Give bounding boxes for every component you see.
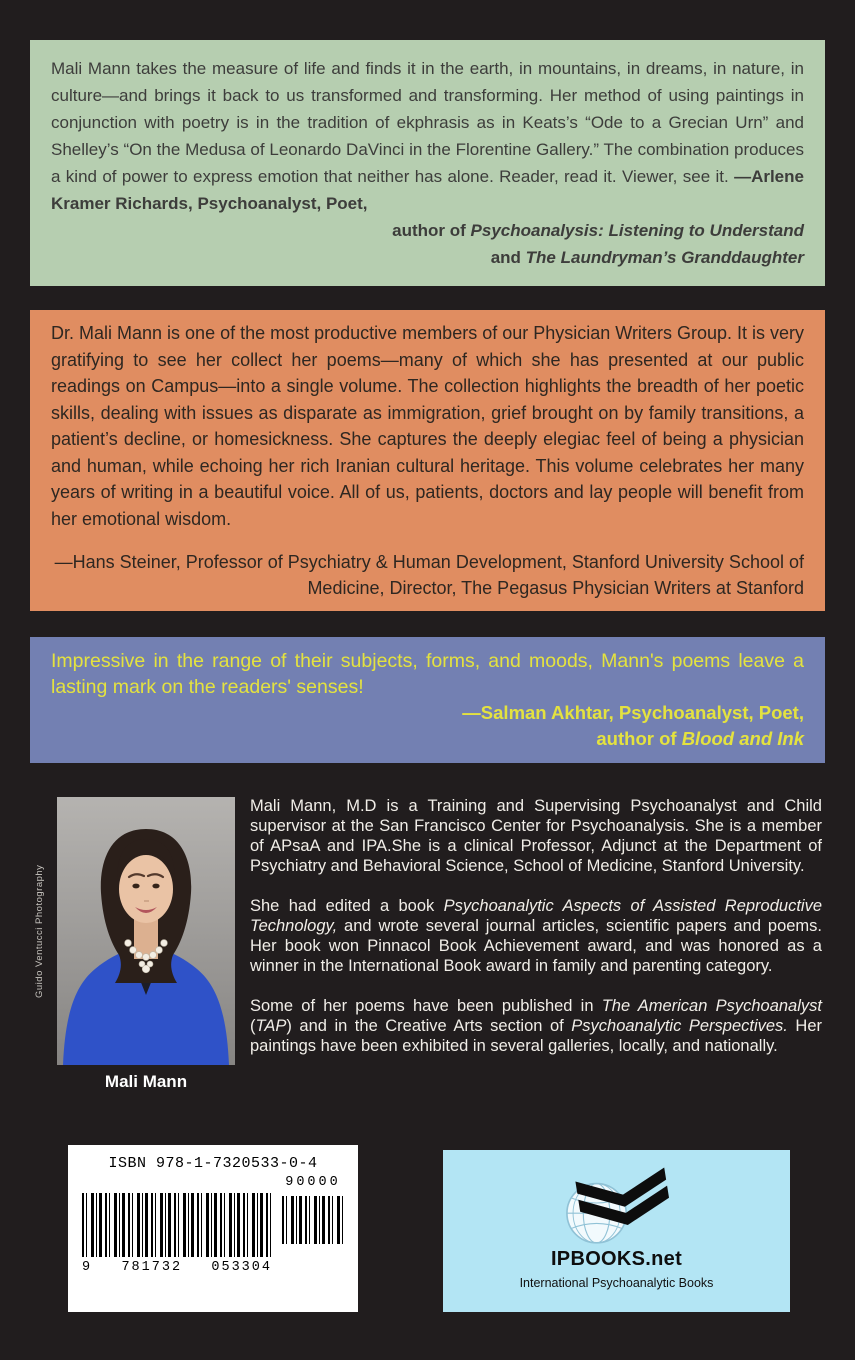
publisher-block bbox=[443, 1150, 790, 1312]
barcode-bars bbox=[82, 1193, 272, 1257]
endorsement-blue-credits bbox=[51, 700, 804, 752]
bio-text: She had edited a book bbox=[250, 897, 444, 915]
bio-text: Her paintings have been exhibited in several galleries, locally, and nationally. bbox=[250, 1017, 822, 1055]
endorsement-green-text: Mali Mann takes the measure of life and finds it in the earth, in mountains, in dreams, in nature, in culture—and brings it back to us transformed and transforming. Her method of using paintings in conjunction with poetry is in the tradition of ekphrasis as in Keats’s “Ode to a Grecian Urn” and Shelley’s “On the Medusa of Leonardo DaVinci in the Florentine Gallery.” The combination produces a kind of power to express emotion that neither has alone. Reader, read it. Viewer, see it. bbox=[51, 59, 804, 186]
endorsement-blue-attribution: —Salman Akhtar, Psychoanalyst, Poet, bbox=[462, 702, 804, 723]
photo-credit: Guido Ventucci Photography bbox=[34, 864, 45, 998]
bio-text: and wrote several journal articles, scientific papers and poems. Her book won Pinnacol Book Achievement award, and was honored as a winner in the International Book award in family and parenting category. bbox=[250, 917, 822, 975]
publisher-logo bbox=[541, 1156, 693, 1250]
publisher-name: IPBOOKS.net bbox=[550, 1248, 683, 1270]
publication-title: Psychoanalytic Perspectives. bbox=[571, 1017, 788, 1035]
endorsement-orange bbox=[30, 310, 825, 611]
author-name: Mali Mann bbox=[104, 1072, 188, 1091]
bio-text: Some of her poems have been published in bbox=[250, 997, 602, 1015]
isbn-barcode-block bbox=[68, 1145, 358, 1312]
bio-text: ) and in the Creative Arts section of bbox=[286, 1017, 572, 1035]
book-title: Psychoanalysis: Listening to Understand bbox=[470, 221, 804, 240]
author-photo bbox=[57, 797, 235, 1065]
book-title: Blood and Ink bbox=[681, 728, 804, 749]
bio-text: ( bbox=[250, 1017, 256, 1035]
barcode-digit-lead: 9 bbox=[82, 1260, 93, 1275]
bio-paragraph: Mali Mann, M.D is a Training and Supervising Psychoanalyst and Child supervisor at the San Francisco Center for Psychoanalysis. She is a member of APsaA and IPA.She is a clinical Professor, Adjunct at the Department of Psychiatry and Behavioral Science, School of Medicine, Stanford University. bbox=[250, 797, 822, 875]
credit-prefix: and bbox=[490, 248, 526, 267]
publication-title: TAP bbox=[255, 1017, 287, 1035]
eye bbox=[132, 884, 139, 889]
credit-line bbox=[51, 217, 804, 244]
barcode-addon-digits: 90000 bbox=[285, 1175, 341, 1190]
barcode-main bbox=[82, 1175, 272, 1275]
credit-prefix: author of bbox=[596, 728, 682, 749]
endorsement-orange-text: Dr. Mali Mann is one of the most productive members of our Physician Writers Group. It is very gratifying to see her collect her poems—many of which she has presented at our public readings on Campus—into a single volume. The collection highlights the breadth of her poetic skills, dealing with issues as disparate as immigration, grief brought on by family transitions, a patient’s decline, or homesickness. She captures the deeply elegiac feel of being a physician and human, while echoing her rich Iranian cultural heritage. This volume celebrates her many years of writing in a beautiful voice. All of us, patients, doctors and lay people will benefit from her emotional wisdom. bbox=[51, 323, 804, 529]
barcode-digit-group: 781732 bbox=[121, 1260, 183, 1275]
endorsement-green-credits bbox=[51, 217, 804, 271]
author-bio bbox=[250, 796, 822, 1056]
bio-paragraph bbox=[250, 896, 822, 976]
author-portrait-illustration bbox=[57, 797, 235, 1065]
endorsement-blue-text: Impressive in the range of their subjects, forms, and moods, Mann's poems leave a lasting mark on the readers' senses! bbox=[51, 650, 804, 698]
author-section bbox=[0, 790, 855, 1125]
endorsement-green-body bbox=[51, 55, 804, 217]
credit-line bbox=[51, 244, 804, 271]
book-title: The Laundryman’s Granddaughter bbox=[525, 248, 804, 267]
publisher-tagline: International Psychoanalytic Books bbox=[519, 1276, 714, 1290]
credit-line bbox=[51, 726, 804, 752]
barcode-addon-bars bbox=[282, 1196, 344, 1244]
endorsement-green-attribution: —Arlene Kramer Richards, Psychoanalyst, Poet, bbox=[51, 167, 804, 213]
bio-paragraph bbox=[250, 996, 822, 1056]
isbn-text: ISBN 978-1-7320533-0-4 bbox=[108, 1155, 318, 1172]
credit-prefix: author of bbox=[392, 221, 471, 240]
endorsement-orange-attribution: —Hans Steiner, Professor of Psychiatry & Human Development, Stanford University School of Medicine, Director, The Pegasus Physician Writers at Stanford bbox=[54, 552, 804, 598]
barcode-digits bbox=[82, 1260, 272, 1275]
eye bbox=[152, 884, 159, 889]
book-title: Psychoanalytic Aspects of Assisted Reproductive Technology, bbox=[250, 897, 822, 935]
endorsement-blue bbox=[30, 637, 825, 763]
publication-title: The American Psychoanalyst bbox=[601, 997, 822, 1015]
barcode-digit-group: 053304 bbox=[211, 1260, 272, 1275]
barcode-row bbox=[82, 1175, 344, 1275]
barcode-addon bbox=[282, 1175, 344, 1244]
endorsement-green bbox=[30, 40, 825, 286]
